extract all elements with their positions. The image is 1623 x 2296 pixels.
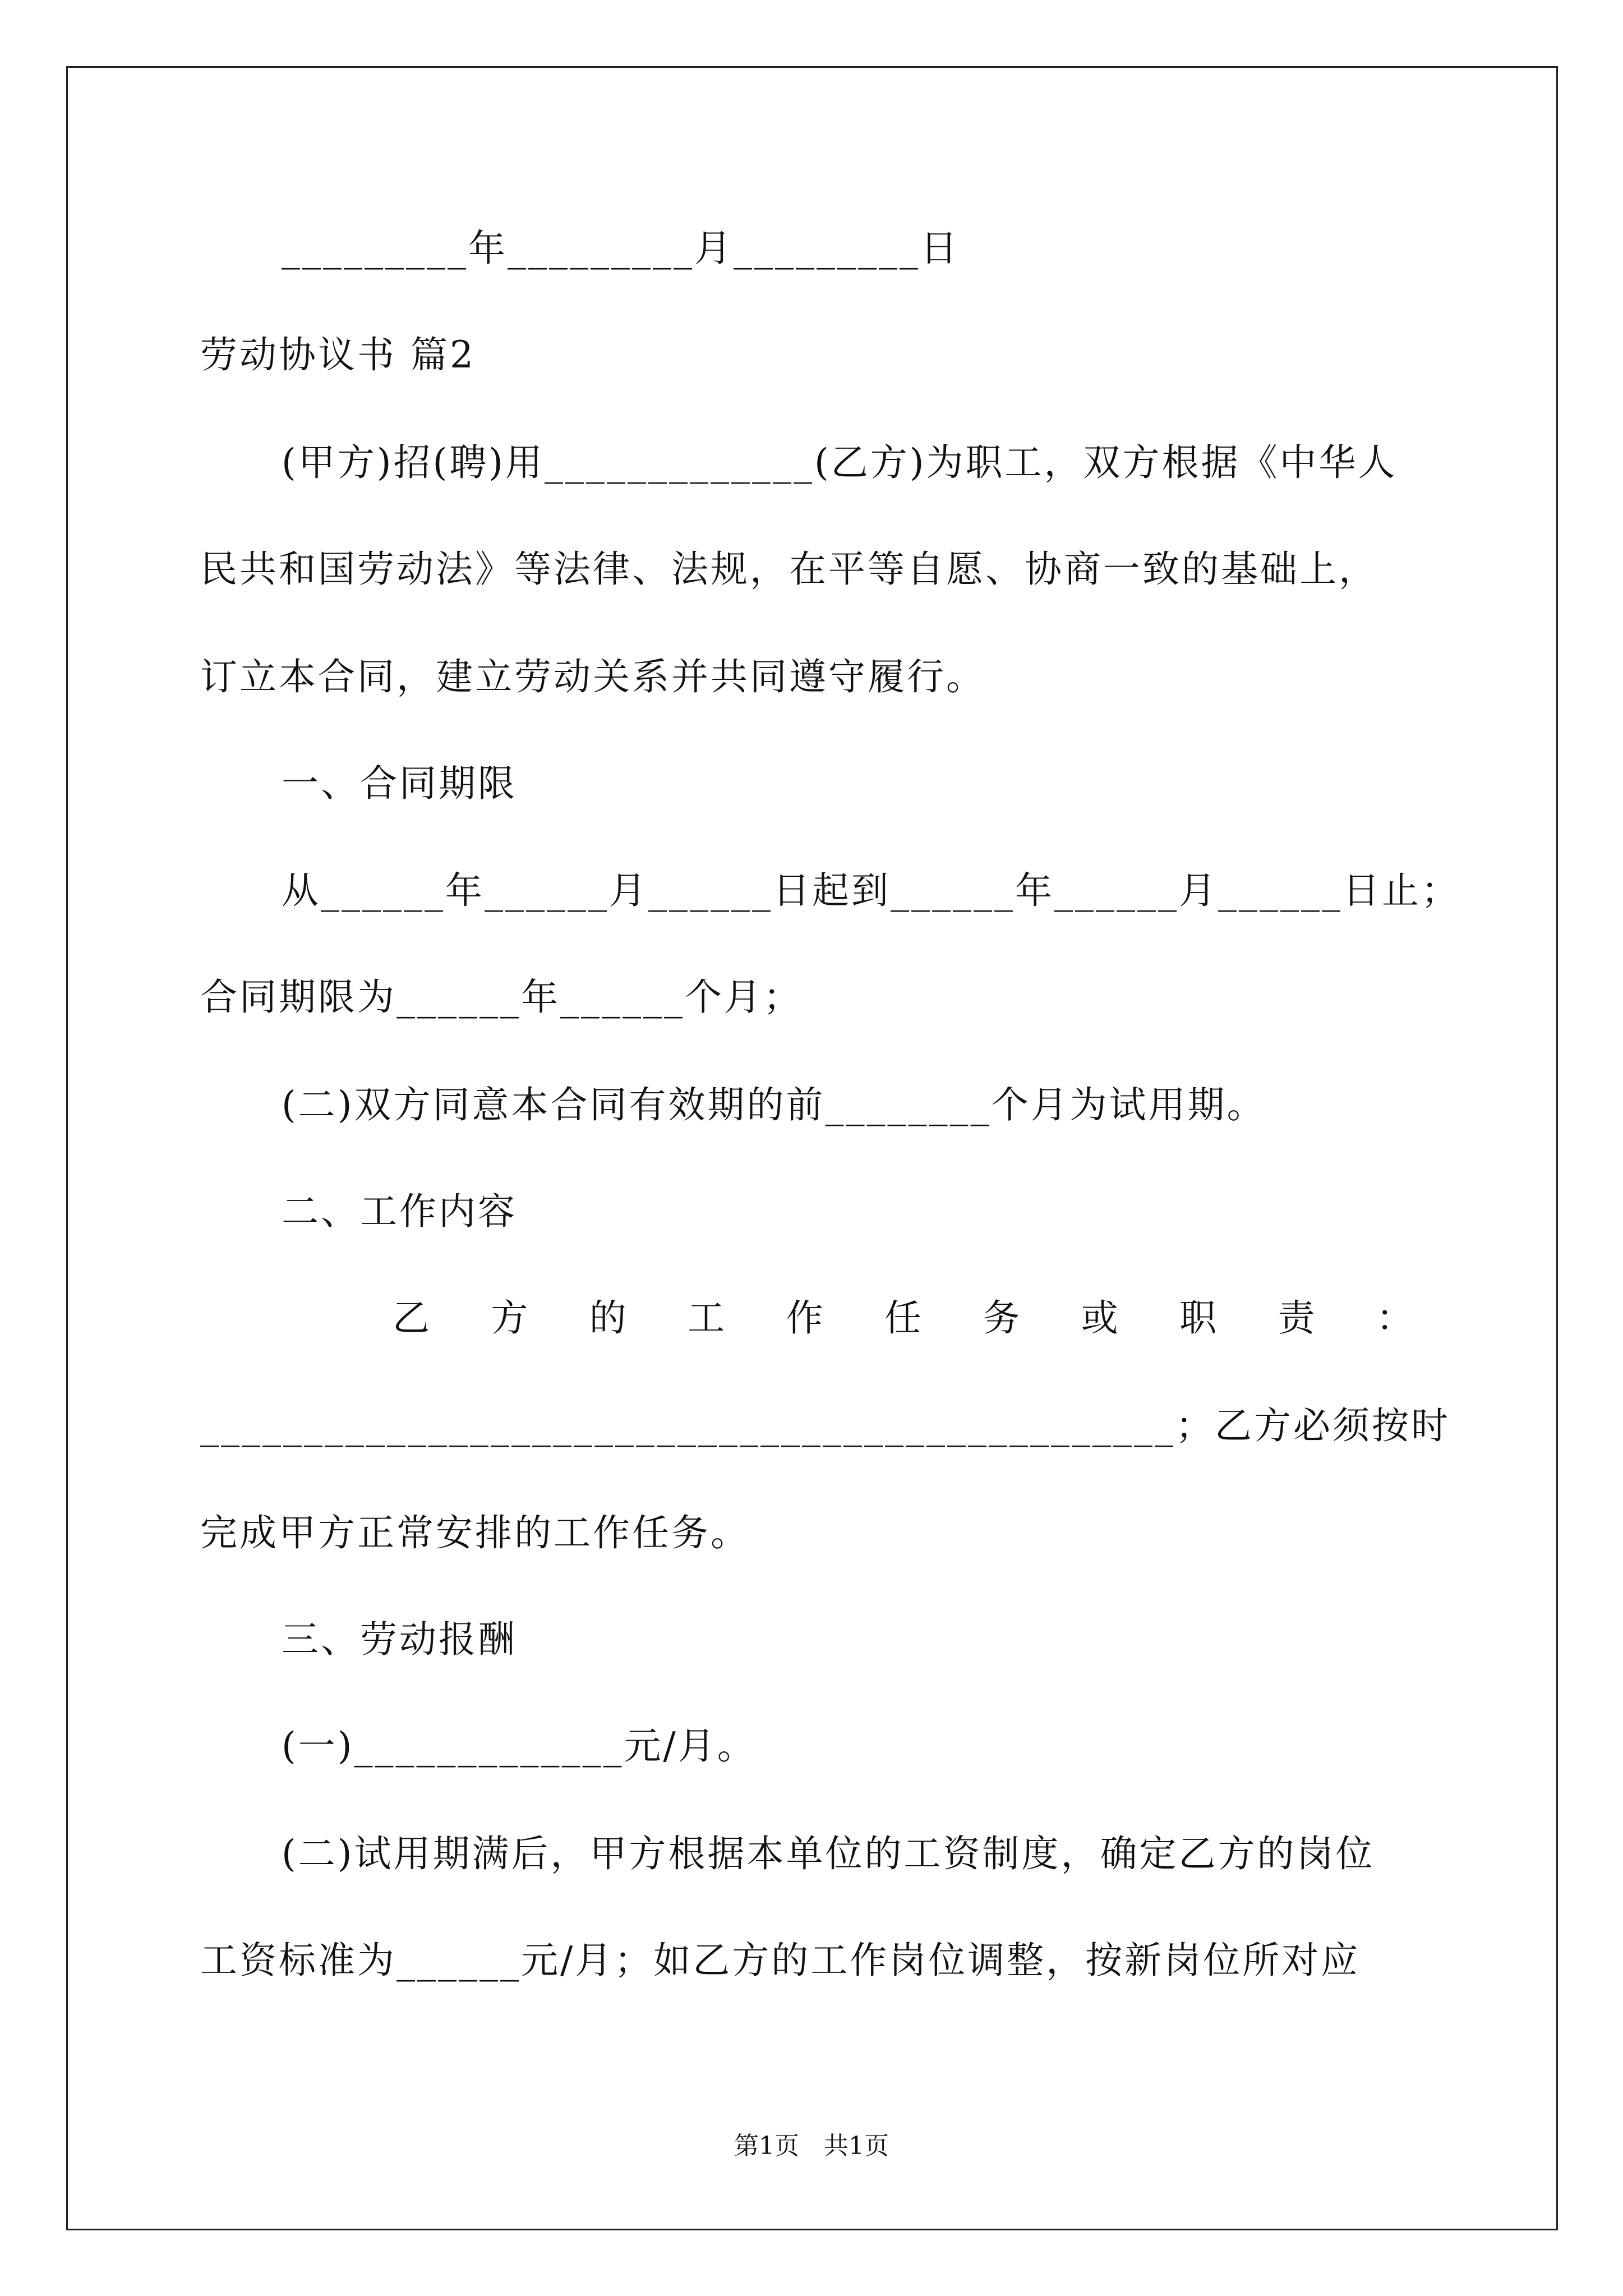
paragraph-line: _______________________________________________；乙方必须按时: [200, 1404, 1450, 1447]
paragraph-line: (甲方)招(聘)用_____________(乙方)为职工，双方根据《中华人: [282, 441, 1398, 484]
duty-char: 职: [1179, 1296, 1217, 1340]
duty-char: 作: [786, 1296, 823, 1340]
duty-char: 乙: [393, 1296, 430, 1340]
paragraph-line: (一)_____________元/月。: [282, 1724, 757, 1768]
duty-char: ：: [1376, 1296, 1413, 1340]
clause-heading: 二、工作内容: [282, 1190, 517, 1233]
duty-line: [393, 1293, 1413, 1343]
clause-heading: 三、劳动报酬: [282, 1618, 517, 1661]
paragraph-line: 从______年______月______日起到______年______月______日止；: [282, 869, 1460, 912]
paragraph-line: 订立本合同，建立劳动关系并共同遵守履行。: [200, 655, 985, 698]
paragraph-line: (二)双方同意本合同有效期的前________个月为试用期。: [282, 1083, 1266, 1126]
duty-char: 务: [983, 1296, 1020, 1340]
paragraph-line: 工资标准为______元/月；如乙方的工作岗位调整，按新岗位所对应: [200, 1939, 1361, 1982]
duty-char: 或: [1081, 1296, 1118, 1340]
paragraph-line: 民共和国劳动法》等法律、法规，在平等自愿、协商一致的基础上，: [200, 547, 1378, 591]
duty-char: 任: [884, 1296, 921, 1340]
section-title: 劳动协议书 篇2: [200, 333, 476, 376]
paragraph-line: 合同期限为______年______个月；: [200, 976, 803, 1019]
page-border: [66, 66, 1558, 2230]
duty-char: 的: [589, 1296, 626, 1340]
page-number-footer: 第1页 共1页: [734, 2132, 889, 2160]
duty-char: 方: [491, 1296, 528, 1340]
duty-char: 工: [688, 1296, 725, 1340]
paragraph-line: 完成甲方正常安排的工作任务。: [200, 1511, 750, 1554]
clause-heading: 一、合同期限: [282, 762, 517, 805]
paragraph-line: (二)试用期满后，甲方根据本单位的工资制度，确定乙方的岗位: [282, 1832, 1375, 1875]
duty-char: 责: [1278, 1296, 1315, 1340]
date-blank-line: _________年_________月_________日: [282, 227, 960, 270]
